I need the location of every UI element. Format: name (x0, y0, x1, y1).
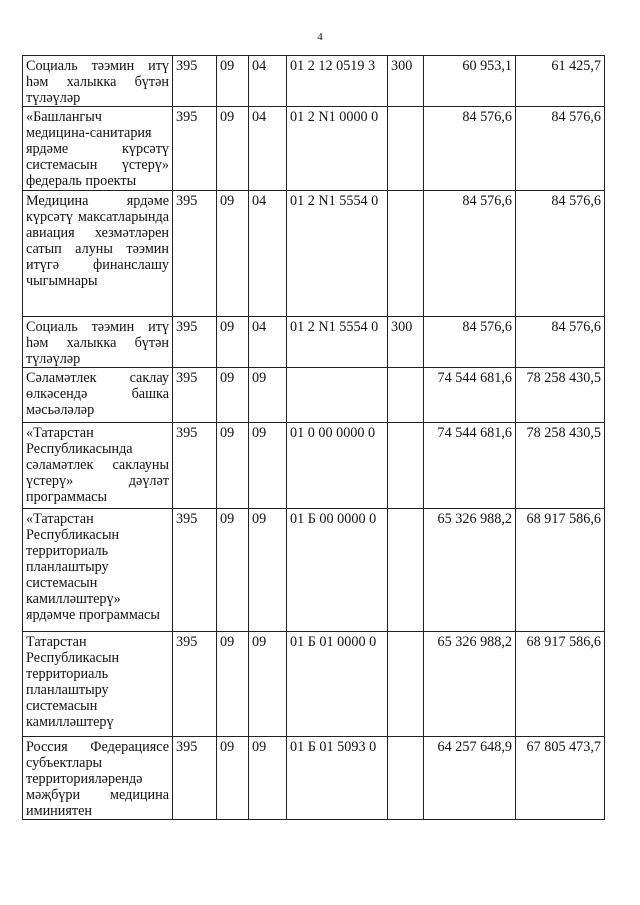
expense-type (388, 423, 424, 509)
row-name: Социаль тәэмин итү һәм халыкка бүтән түләүләр (23, 56, 173, 107)
amount-year-1: 60 953,1 (424, 56, 516, 107)
ministry-code: 395 (173, 317, 217, 368)
table-row (23, 737, 605, 820)
expense-type: 300 (388, 317, 424, 368)
table-row (23, 632, 605, 737)
row-name: Россия Федерациясе субъектлары территорияләрендә мәҗбүри медицина иминиятен (23, 737, 173, 820)
row-name: Сәламәтлек саклау өлкәсендә башка мәсьәләләр (23, 368, 173, 423)
section-code: 09 (217, 423, 249, 509)
table-row (23, 317, 605, 368)
expense-type: 300 (388, 56, 424, 107)
amount-year-1: 64 257 648,9 (424, 737, 516, 820)
ministry-code: 395 (173, 191, 217, 317)
section-code: 09 (217, 632, 249, 737)
expense-type (388, 737, 424, 820)
section-code: 09 (217, 368, 249, 423)
amount-year-2: 84 576,6 (516, 191, 605, 317)
expense-type (388, 509, 424, 632)
row-name: «Башлангыч медицина-санитария ярдәме күрсәтү системасын үстерү» федераль проекты (23, 107, 173, 191)
subsection-code: 04 (249, 56, 287, 107)
amount-year-2: 68 917 586,6 (516, 632, 605, 737)
amount-year-2: 84 576,6 (516, 317, 605, 368)
subsection-code: 04 (249, 317, 287, 368)
table-row (23, 191, 605, 317)
target-article: 01 Б 00 0000 0 (287, 509, 388, 632)
table-row (23, 368, 605, 423)
target-article (287, 368, 388, 423)
subsection-code: 09 (249, 509, 287, 632)
amount-year-1: 74 544 681,6 (424, 368, 516, 423)
target-article: 01 2 N1 5554 0 (287, 191, 388, 317)
expense-type (388, 107, 424, 191)
subsection-code: 04 (249, 191, 287, 317)
ministry-code: 395 (173, 56, 217, 107)
subsection-code: 09 (249, 632, 287, 737)
amount-year-2: 78 258 430,5 (516, 368, 605, 423)
budget-table (22, 55, 605, 820)
row-name: Татарстан Республикасын территориаль планлаштыру системасын камилләштерү (23, 632, 173, 737)
amount-year-1: 65 326 988,2 (424, 509, 516, 632)
section-code: 09 (217, 56, 249, 107)
ministry-code: 395 (173, 737, 217, 820)
page-number: 4 (317, 31, 323, 43)
amount-year-2: 61 425,7 (516, 56, 605, 107)
subsection-code: 09 (249, 423, 287, 509)
target-article: 01 Б 01 0000 0 (287, 632, 388, 737)
amount-year-1: 84 576,6 (424, 317, 516, 368)
section-code: 09 (217, 317, 249, 368)
table-row (23, 56, 605, 107)
subsection-code: 04 (249, 107, 287, 191)
ministry-code: 395 (173, 632, 217, 737)
expense-type (388, 632, 424, 737)
ministry-code: 395 (173, 368, 217, 423)
target-article: 01 2 12 0519 3 (287, 56, 388, 107)
ministry-code: 395 (173, 509, 217, 632)
subsection-code: 09 (249, 737, 287, 820)
expense-type (388, 191, 424, 317)
ministry-code: 395 (173, 107, 217, 191)
row-name: Медицина ярдәме күрсәтү максатларында авиация хезмәтләрен сатып алуны тәэмин итүгә финанслашу чыгымнары (23, 191, 173, 317)
expense-type (388, 368, 424, 423)
amount-year-2: 67 805 473,7 (516, 737, 605, 820)
target-article: 01 0 00 0000 0 (287, 423, 388, 509)
target-article: 01 2 N1 5554 0 (287, 317, 388, 368)
section-code: 09 (217, 737, 249, 820)
target-article: 01 Б 01 5093 0 (287, 737, 388, 820)
amount-year-1: 65 326 988,2 (424, 632, 516, 737)
section-code: 09 (217, 191, 249, 317)
table-row (23, 107, 605, 191)
row-name: Социаль тәэмин итү һәм халыкка бүтән түләүләр (23, 317, 173, 368)
ministry-code: 395 (173, 423, 217, 509)
amount-year-2: 68 917 586,6 (516, 509, 605, 632)
subsection-code: 09 (249, 368, 287, 423)
row-name: «Татарстан Республикасында сәламәтлек саклауны үстерү» дәүләт программасы (23, 423, 173, 509)
amount-year-2: 78 258 430,5 (516, 423, 605, 509)
section-code: 09 (217, 509, 249, 632)
amount-year-1: 74 544 681,6 (424, 423, 516, 509)
amount-year-2: 84 576,6 (516, 107, 605, 191)
table-row (23, 509, 605, 632)
row-name: «Татарстан Республикасын территориаль планлаштыру системасын камилләштерү» ярдәмче программасы (23, 509, 173, 632)
section-code: 09 (217, 107, 249, 191)
target-article: 01 2 N1 0000 0 (287, 107, 388, 191)
amount-year-1: 84 576,6 (424, 191, 516, 317)
amount-year-1: 84 576,6 (424, 107, 516, 191)
table-row (23, 423, 605, 509)
